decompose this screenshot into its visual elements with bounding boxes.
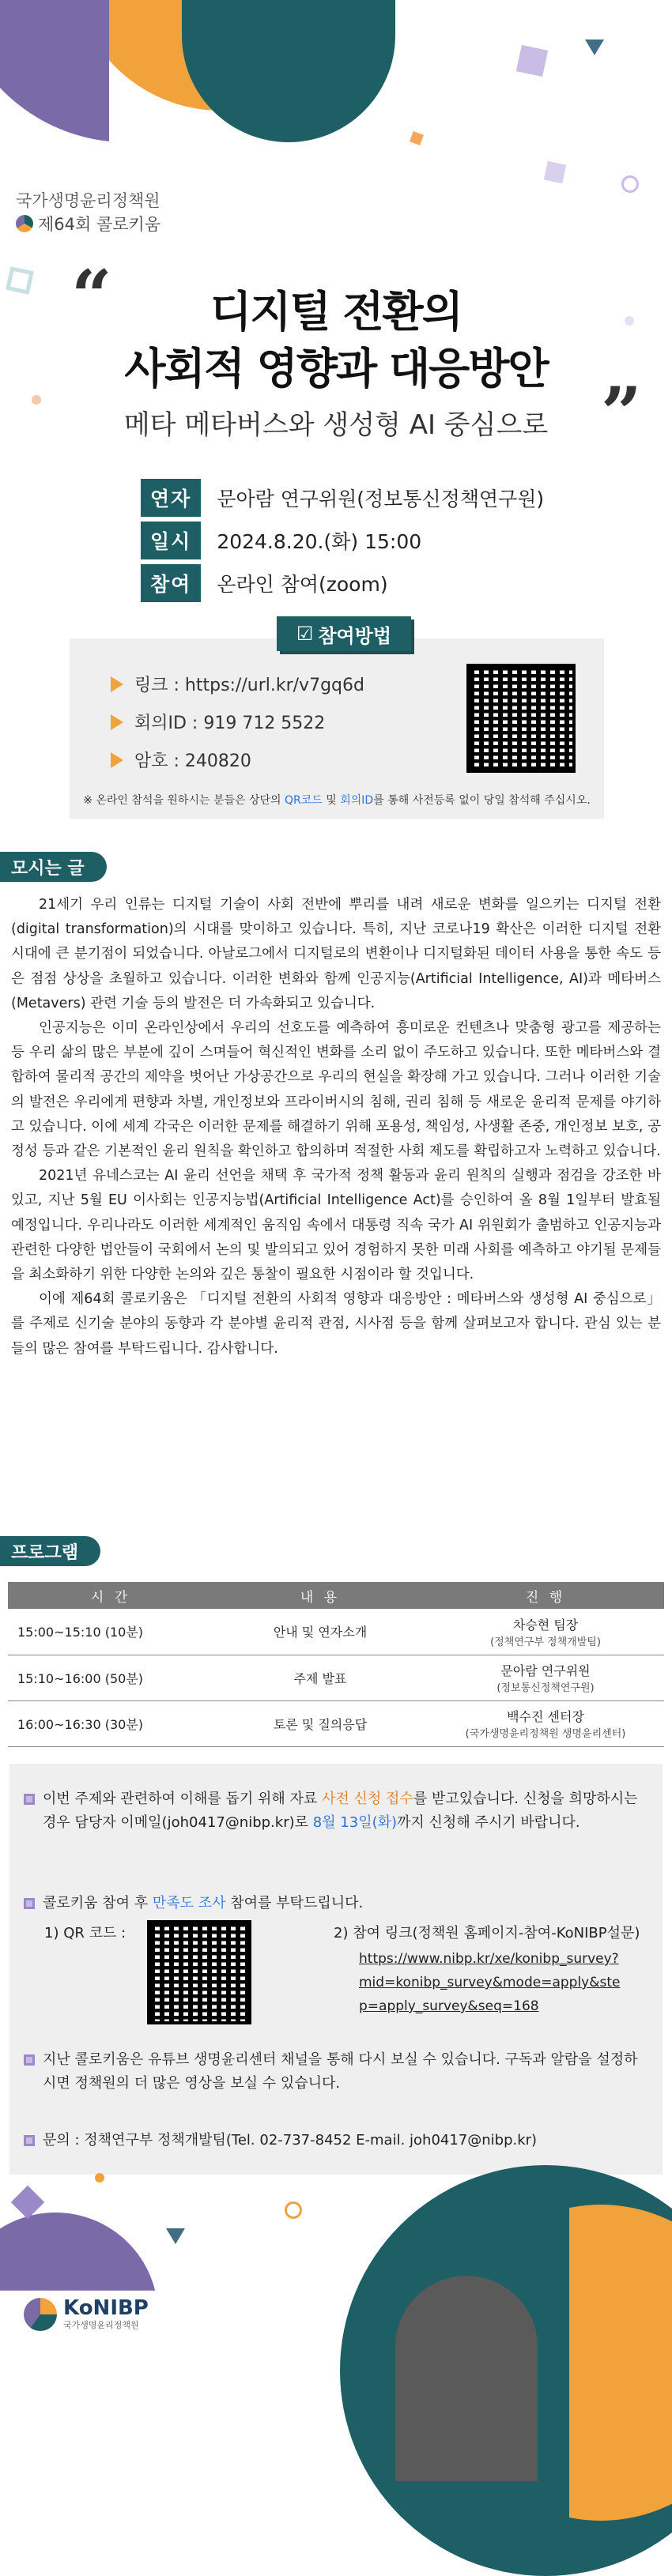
join-meeting-id: 회의ID : 919 712 5522: [134, 714, 326, 733]
info-tag: 일시: [141, 522, 201, 559]
footer-logo: [24, 2298, 149, 2331]
bullet-icon: [24, 1898, 35, 1909]
decor-ring: [285, 2201, 302, 2219]
info-value: 2024.8.20.(화) 15:00: [217, 530, 422, 553]
join-notice: ※ 온라인 참석을 원하시는 분들은 상단의 QR코드 및 회의ID를 통해 사전등록 없이 당일 참석해 주십시오.: [83, 794, 591, 807]
column-header: 내 용: [213, 1582, 427, 1609]
arrow-right-icon: [111, 676, 123, 692]
logo-text: KoNIBP: [63, 2296, 149, 2320]
survey-link[interactable]: https://www.nibp.kr/xe/konibp_survey?mid=konibp_survey&mode=apply&step=apply_survey&seq=168: [359, 1951, 621, 2014]
org-name: 국가생명윤리정책원: [16, 191, 160, 210]
join-link-item[interactable]: [111, 672, 364, 696]
bullet-icon: [24, 1794, 35, 1805]
decor-triangle: [585, 40, 604, 55]
decor-ring: [621, 175, 639, 193]
decor-square: [410, 131, 424, 145]
column-header: 진 행: [427, 1582, 664, 1609]
colloquium-text: 제64회 콜로키움: [38, 215, 161, 234]
note-pre-registration: 이번 주제와 관련하여 이해를 돕기 위해 자료 사전 신청 접수를 받고있습니다. 신청을 희망하시는 경우 담당자 이메일(joh0417@nibp.kr)로 8월 13일(화)까지 신청해 주시기 바랍니다.: [24, 1787, 648, 1835]
info-participation: [141, 564, 388, 602]
content-cell: 토론 및 질의응답: [213, 1700, 427, 1746]
invitation-heading: 모시는 글: [0, 852, 107, 882]
info-value: 문아람 연구위원(정보통신정책연구원): [217, 488, 545, 510]
invitation-paragraph: 2021년 유네스코는 AI 윤리 선언을 채택 후 국가적 정책 활동과 윤리 원칙의 실행과 점검을 강조한 바 있고, 지난 5월 EU 이사회는 인공지능법(Artificial Intelligence Act)를 승인하여 올 8월 1일부터 발효될 예정입니다. 우리나라도 이러한 세계적인 움직임 속에서 대통령 직속 국가 AI 위원회가 출범하고 인공지능과 관련한 다양한 법안들이 국회에서 논의 및 발의되고 있어 경험하지 못한 미래 사회를 예측하고 야기될 문제들을 최소화하기 위한 다양한 논의와 깊은 통찰이 필요한 시점이라 할 것입니다.: [11, 1168, 661, 1283]
note-youtube: 지난 콜로키움은 유튜브 생명윤리센터 채널을 통해 다시 보실 수 있습니다. 구독과 알람을 설정하시면 정책원의 더 많은 영상을 보실 수 있습니다.: [24, 2048, 648, 2096]
subtitle: 메타 메타버스와 생성형 AI 중심으로: [123, 409, 549, 441]
speaker-cell: 차승현 팀장 (정책연구부 정책개발팀): [427, 1609, 664, 1655]
invitation-paragraph: 21세기 우리 인류는 디지털 기술이 사회 전반에 뿌리를 내려 새로운 변화를 일으키는 디지털 전환(digital transformation)의 시대를 맞이하고 있습니다. 특히, 지난 코로나19 확산은 이러한 디지털 전환 시대에 큰 분기점이 되었습니다. 아날로그에서 디지털로의 변환이나 디지털화된 데이터 사용을 통한 속도 등은 점점 상상을 초월하고 있습니다. 이러한 변화와 함께 인공지능(Artificial Intelligence, AI)과 메타버스(Metavers) 관련 기술 등의 발전은 더 가속화되고 있습니다.: [11, 897, 661, 1011]
join-password: 암호 : 240820: [134, 751, 251, 771]
join-method-label: 참여방법: [318, 624, 392, 647]
decor-square: [516, 45, 548, 77]
column-header: 시 간: [8, 1582, 213, 1609]
note-contact: 문의 : 정책연구부 정책개발팀(Tel. 02-737-8452 E-mail. joh0417@nibp.kr): [24, 2129, 648, 2152]
colloquium-label: [16, 212, 160, 235]
zoom-qr-code[interactable]: [466, 664, 576, 773]
survey-link-label: 2) 참여 링크(정책원 홈페이지-참여-KoNIBP설문): [334, 1925, 640, 1941]
table-row: [8, 1655, 664, 1700]
table-row: [8, 1609, 664, 1655]
invitation-paragraph: 이에 제64회 콜로키움은 「디지털 전환의 사회적 영향과 대응방안 : 메타버스와 생성형 AI 중심으로」를 주제로 신기술 분야의 동향과 각 분야별 윤리적 관점, 시사점 등을 함께 살펴보고자 합니다. 관심 있는 분들의 많은 참여를 부탁드립니다. 감사합니다.: [11, 1291, 661, 1357]
decor-triangle: [166, 2228, 185, 2244]
decor-dot: [95, 2173, 104, 2182]
colloquium-logo-icon: [16, 215, 33, 232]
bullet-icon: [24, 2135, 35, 2146]
join-method-button[interactable]: [277, 616, 411, 651]
program-table: [8, 1582, 664, 1747]
konibp-logo-icon: [24, 2298, 57, 2331]
open-quote-icon: “: [71, 254, 112, 338]
logo-subtext: 국가생명윤리정책원: [63, 2320, 139, 2330]
invitation-paragraph: 인공지능은 이미 온라인상에서 우리의 선호도를 예측하여 흥미로운 컨텐츠나 맞춤형 광고를 제공하는 등 우리 삶의 많은 부분에 깊이 스며들어 혁신적인 변화를 소리 없이 주도하고 있습니다. 또한 메타버스와 결합하여 물리적 공간의 제약을 벗어난 가상공간으로 우리의 현실을 확장해 가고 있습니다. 그러나 이러한 기술의 발전은 우리에게 편향과 차별, 개인정보와 프라이버시의 침해, 권리 침해 등 새로운 윤리적 문제를 야기하고 있습니다. 이에 세계 각국은 이러한 문제를 해결하기 위해 포용성, 책임성, 사생활 존중, 개인정보 보호, 공정성 등과 같은 기본적인 윤리 원칙을 확인하고 합의하며 적절한 사회 제도를 확립하고자 노력하고 있습니다.: [11, 1020, 661, 1160]
join-meeting-id-item: [111, 710, 325, 734]
info-tag: 참여: [141, 564, 201, 602]
content-cell: 주제 발표: [213, 1655, 427, 1700]
time-cell: 16:00~16:30 (30분): [8, 1700, 213, 1746]
decor-gray-shape: [395, 2276, 538, 2481]
arrow-right-icon: [111, 752, 123, 768]
title-line-1: 디지털 전환의: [210, 287, 462, 337]
content-cell: 안내 및 연자소개: [213, 1609, 427, 1655]
close-quote-icon: ”: [601, 371, 642, 455]
survey-qr-label: 1) QR 코드 :: [44, 1925, 126, 1941]
title-line-2: 사회적 영향과 대응방안: [124, 344, 548, 394]
note-survey: 콜로키움 참여 후 만족도 조사 참여를 부탁드립니다.: [24, 1892, 648, 1915]
info-tag: 연자: [141, 479, 201, 517]
arrow-right-icon: [111, 714, 123, 730]
table-header-row: [8, 1582, 664, 1609]
program-heading: 프로그램: [0, 1536, 100, 1566]
join-link[interactable]: 링크 : https://url.kr/v7gq6d: [134, 676, 364, 695]
time-cell: 15:00~15:10 (10분): [8, 1609, 213, 1655]
speaker-cell: 백수진 센터장 (국가생명윤리정책원 생명윤리센터): [427, 1700, 664, 1746]
table-row: [8, 1700, 664, 1746]
survey-qr-code[interactable]: [147, 1920, 251, 2024]
info-value: 온라인 참여(zoom): [217, 573, 388, 596]
speaker-cell: 문아람 연구위원 (정보통신정책연구원): [427, 1655, 664, 1700]
info-speaker: [141, 479, 544, 517]
time-cell: 15:10~16:00 (50분): [8, 1655, 213, 1700]
checkbox-icon: ☑: [296, 623, 314, 645]
decor-teal-shape: [182, 0, 395, 142]
bullet-icon: [24, 2054, 35, 2066]
decor-square: [544, 161, 566, 183]
info-datetime: [141, 522, 421, 559]
join-password-item: [111, 748, 251, 772]
invitation-body: [11, 893, 661, 1361]
